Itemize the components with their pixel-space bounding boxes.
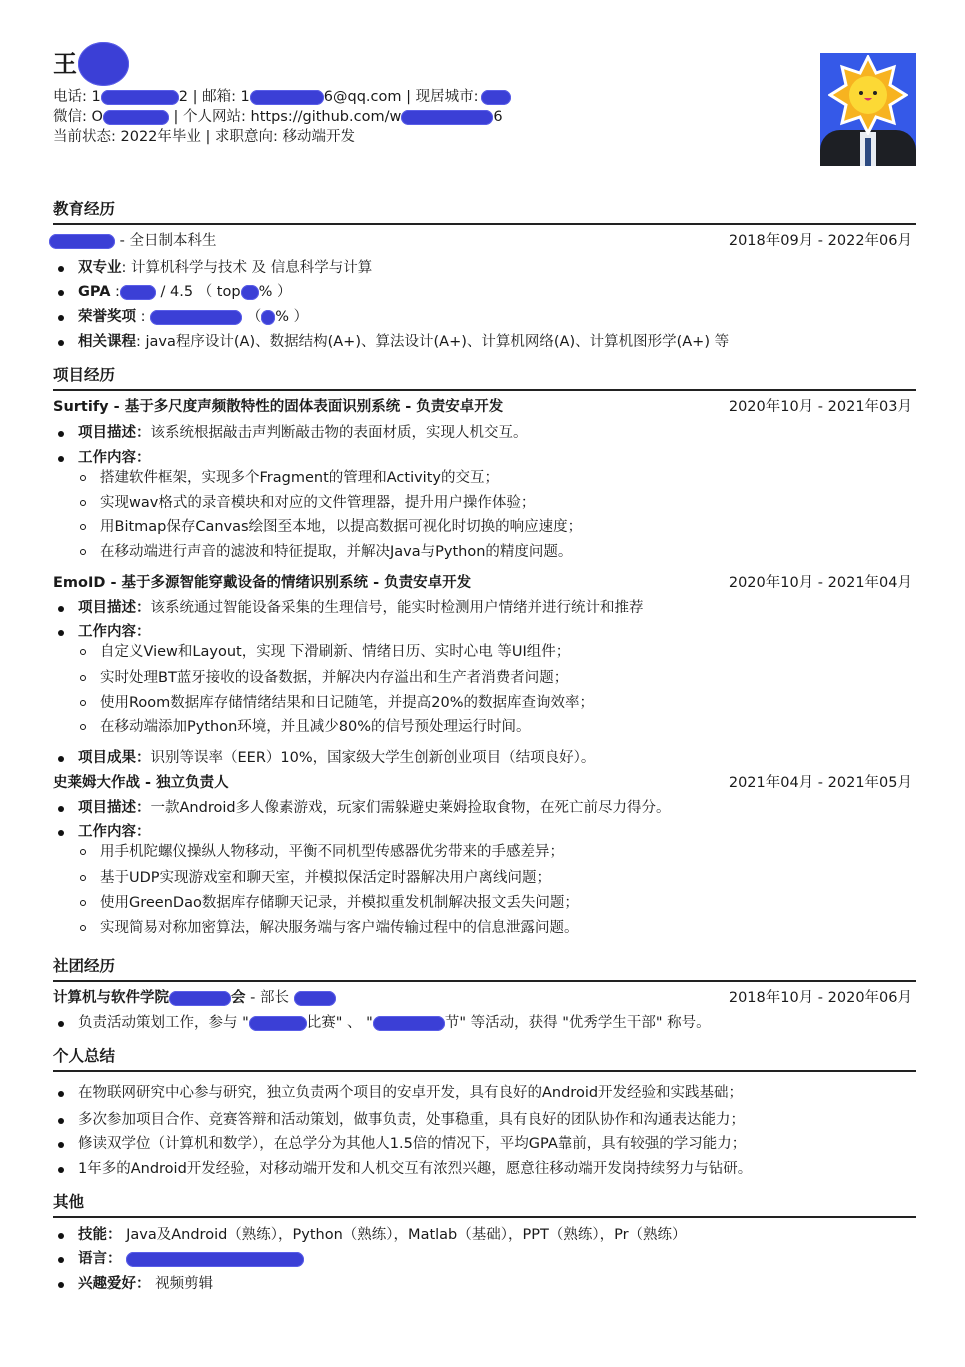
date-range: 2020年10月 - 2021年03月	[728, 399, 912, 415]
item-text: 在移动端添加Python环境，并且减少80%的信号预处理运行时间。	[100, 719, 531, 735]
item-text: % ）	[275, 309, 309, 325]
item-label: 语言：	[78, 1251, 122, 1267]
item-text: 使用Room数据库存储情绪结果和日记随笔，并提高20%的数据库查询效率；	[100, 695, 595, 711]
email-label: 2 | 邮箱: 1	[178, 89, 250, 105]
item-text: 一款Android多人像素游戏，玩家们需躲避史莱姆捡取食物，在死亡前尽力得分。	[150, 800, 671, 816]
education-row	[53, 230, 916, 252]
date-range: 2018年10月 - 2020年06月	[728, 990, 912, 1006]
project-desc	[53, 422, 916, 444]
item-text: （	[246, 309, 262, 325]
item-text: 实现wav格式的录音模块和对应的文件管理器，提升用户操作体验；	[100, 495, 536, 511]
redacted-blob	[373, 1016, 445, 1031]
contact-line-1	[53, 86, 916, 108]
item-text: 多次参加项目合作、竞赛答辩和活动策划，做事负责，处事稳重，具有良好的团队协作和沟通表达能力；	[78, 1112, 745, 1128]
redacted-blob	[401, 110, 493, 125]
redacted-blob	[78, 42, 129, 86]
project-name: 史莱姆大作战 - 独立负责人	[53, 775, 229, 791]
item-text: / 4.5 （ top	[160, 284, 241, 300]
item-text: :	[140, 309, 146, 325]
item-text: 实现简易对称加密算法，解决服务端与客户端传输过程中的信息泄露问题。	[100, 920, 579, 936]
work-item	[53, 667, 916, 689]
summary-item	[53, 1082, 916, 1104]
redacted-blob	[249, 1016, 307, 1031]
item-text: : 计算机科学与技术 及 信息科学与计算	[121, 260, 373, 276]
project-result	[53, 747, 916, 769]
degree-text: - 全日制本科生	[119, 233, 217, 249]
work-item	[53, 467, 916, 489]
item-text: 节" 等活动，获得 "优秀学生干部" 称号。	[444, 1015, 711, 1031]
redacted-blob	[261, 310, 275, 325]
item-label: 相关课程	[78, 334, 136, 350]
item-text: 1年多的Android开发经验，对移动端开发和人机交互有浓烈兴趣，愿意往移动端开发岗持续努力与钻研。	[78, 1161, 753, 1177]
work-item	[53, 541, 916, 563]
sun-face-icon	[828, 55, 908, 135]
contact-line-3	[53, 126, 916, 148]
project-work	[53, 821, 916, 843]
item-text: : java程序设计(A)、数据结构(A+)、算法设计(A+)、计算机网络(A)、计算机图形学(A+) 等	[136, 334, 730, 350]
item-label: 双专业	[78, 260, 122, 276]
section-education-heading	[53, 199, 916, 225]
redacted-blob	[49, 234, 115, 249]
name-heading	[53, 50, 77, 78]
redacted-blob	[120, 285, 156, 300]
item-text: 搭建软件框架，实现多个Fragment的管理和Activity的交互；	[100, 470, 499, 486]
item-text: 用Bitmap保存Canvas绘图至本地，以提高数据可视化时切换的响应速度；	[100, 519, 583, 535]
item-label: 工作内容：	[78, 450, 151, 466]
section-title: 项目经历	[53, 366, 116, 384]
education-item	[53, 306, 916, 328]
item-text: 修读双学位（计算机和数学），在总学分为其他人1.5倍的情况下，平均GPA靠前，具有较强的学习能力；	[78, 1136, 747, 1152]
item-label: GPA	[78, 284, 111, 300]
section-club-heading	[53, 956, 916, 982]
redacted-blob	[250, 90, 324, 105]
section-summary-heading	[53, 1046, 916, 1072]
role-text: - 部长	[245, 990, 289, 1006]
item-label: 荣誉奖项	[78, 309, 136, 325]
item-label: 项目描述：	[78, 425, 151, 441]
item-text: 用手机陀螺仪操纵人物移动，平衡不同机型传感器优劣带来的手感差异；	[100, 844, 564, 860]
work-item	[53, 716, 916, 738]
item-label: 工作内容：	[78, 824, 151, 840]
org-name: 计算机与软件学院	[53, 990, 169, 1006]
item-text: 该系统通过智能设备采集的生理信号，能实时检测用户情绪并进行统计和推荐	[150, 600, 644, 616]
work-item	[53, 692, 916, 714]
item-text: 实时处理BT蓝牙接收的设备数据，并解决内存溢出和生产者消费者问题；	[100, 670, 569, 686]
item-text: 该系统根据敲击声判断敲击物的表面材质，实现人机交互。	[150, 425, 528, 441]
section-title: 社团经历	[53, 957, 116, 975]
project-work	[53, 447, 916, 469]
project-name: Surtify - 基于多尺度声频散特性的固体表面识别系统 - 负责安卓开发	[53, 399, 504, 415]
education-item	[53, 281, 916, 303]
redacted-blob	[169, 991, 231, 1006]
summary-item	[53, 1133, 916, 1155]
date-range: 2018年09月 - 2022年06月	[728, 233, 912, 249]
website-suffix: 6	[493, 109, 503, 125]
work-item	[53, 892, 916, 914]
summary-item	[53, 1109, 916, 1131]
item-text: % ）	[258, 284, 292, 300]
phone-label: 电话: 1	[53, 89, 101, 105]
work-item	[53, 641, 916, 663]
profile-photo	[820, 53, 916, 166]
work-item	[53, 867, 916, 889]
project-work	[53, 621, 916, 643]
skills-item	[53, 1224, 916, 1246]
project-desc	[53, 597, 916, 619]
date-range: 2021年04月 - 2021年05月	[728, 775, 912, 791]
org-name-suffix: 会	[231, 990, 246, 1006]
summary-item	[53, 1158, 916, 1180]
redacted-blob	[101, 90, 179, 105]
item-text: Java及Android（熟练），Python（熟练），Matlab（基础），PPT（熟练），Pr（熟练）	[121, 1227, 687, 1243]
item-text: 基于UDP实现游戏室和聊天室，并模拟保活定时器解决用户离线问题；	[100, 870, 552, 886]
status-text: 当前状态: 2022年毕业 | 求职意向: 移动端开发	[53, 129, 355, 145]
education-item	[53, 257, 916, 279]
item-text: 在移动端进行声音的滤波和特征提取，并解决Java与Python的精度问题。	[100, 544, 573, 560]
club-row	[53, 987, 916, 1009]
project-title	[53, 396, 916, 418]
name-text: 王	[53, 50, 77, 78]
section-title: 个人总结	[53, 1047, 116, 1065]
item-label: 项目描述：	[78, 600, 151, 616]
redacted-blob	[126, 1252, 304, 1267]
item-text: 负责活动策划工作，参与 "	[78, 1015, 249, 1031]
project-name: EmoID - 基于多源智能穿戴设备的情绪识别系统 - 负责安卓开发	[53, 575, 472, 591]
item-text: 识别等误率（EER）10%，国家级大学生创新创业项目（结项良好）。	[150, 750, 596, 766]
work-item	[53, 917, 916, 939]
item-label: 工作内容：	[78, 624, 151, 640]
education-item	[53, 331, 916, 353]
website-link[interactable]: | 个人网站: https://github.com/w	[168, 109, 402, 125]
section-title: 其他	[53, 1193, 85, 1211]
redacted-blob	[241, 285, 259, 300]
work-item	[53, 841, 916, 863]
item-text: :	[115, 284, 120, 300]
language-item	[53, 1248, 916, 1270]
item-text: 自定义View和Layout，实现 下滑刷新、情绪日历、实时心电 等UI组件；	[100, 644, 571, 660]
work-item	[53, 516, 916, 538]
item-label: 技能：	[78, 1227, 122, 1243]
city-label: 6@qq.com | 现居城市:	[323, 89, 479, 105]
item-text: 在物联网研究中心参与研究，独立负责两个项目的安卓开发，具有良好的Android开发经验和实践基础；	[78, 1085, 744, 1101]
section-other-heading	[53, 1192, 916, 1218]
item-text: 使用GreenDao数据库存储聊天记录，并模拟重发机制解决报文丢失问题；	[100, 895, 579, 911]
contact-line-2	[53, 106, 916, 128]
hobby-item	[53, 1273, 916, 1295]
project-desc	[53, 797, 916, 819]
item-label: 项目描述：	[78, 800, 151, 816]
item-label: 兴趣爱好：	[78, 1276, 151, 1292]
project-title	[53, 572, 916, 594]
section-title: 教育经历	[53, 200, 116, 218]
item-text: 视频剪辑	[150, 1276, 214, 1292]
project-title	[53, 772, 916, 794]
tie	[865, 138, 871, 166]
date-range: 2020年10月 - 2021年04月	[728, 575, 912, 591]
club-item	[53, 1012, 916, 1034]
wechat-label: 微信: O	[53, 109, 103, 125]
redacted-blob	[294, 991, 336, 1006]
work-item	[53, 492, 916, 514]
redacted-blob	[481, 90, 511, 105]
item-text: 比赛" 、 "	[306, 1015, 373, 1031]
section-projects-heading	[53, 365, 916, 391]
item-label: 项目成果：	[78, 750, 151, 766]
redacted-blob	[150, 310, 242, 325]
redacted-blob	[103, 110, 169, 125]
